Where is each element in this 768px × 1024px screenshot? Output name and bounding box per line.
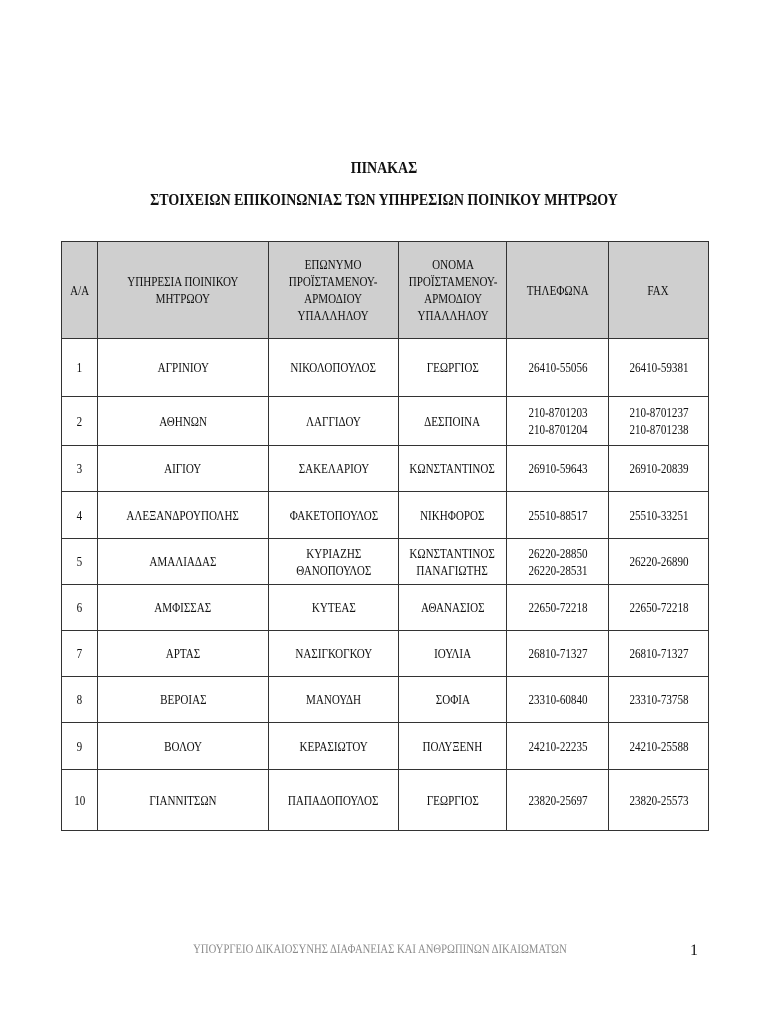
cell-aa: 6 (62, 585, 98, 631)
table-row (62, 677, 709, 723)
cell-fax: 24210-25588 (609, 723, 709, 770)
cell-fax: 25510-33251 (609, 492, 709, 539)
header-phones: ΤΗΛΕΦΩΝΑ (507, 242, 609, 339)
cell-surname: ΚΥΤΕΑΣ (269, 585, 399, 631)
table-row (62, 631, 709, 677)
cell-service: ΑΘΗΝΩΝ (98, 397, 269, 446)
cell-surname: ΣΑΚΕΛΑΡΙΟΥ (269, 446, 399, 492)
page-subtitle: ΣΤΟΙΧΕΙΩΝ ΕΠΙΚΟΙΝΩΝΙΑΣ ΤΩΝ ΥΠΗΡΕΣΙΩΝ ΠΟΙΝΙΚΟΥ ΜΗΤΡΩΟΥ (150, 190, 618, 209)
cell-service: ΑΡΤΑΣ (98, 631, 269, 677)
table-row (62, 492, 709, 539)
cell-aa: 4 (62, 492, 98, 539)
cell-phones: 22650-72218 (507, 585, 609, 631)
cell-service: ΒΕΡΟΙΑΣ (98, 677, 269, 723)
cell-phones: 23820-25697 (507, 770, 609, 831)
cell-name: ΠΟΛΥΞΕΝΗ (399, 723, 507, 770)
cell-surname: ΝΑΣΙΓΚΟΓΚΟΥ (269, 631, 399, 677)
cell-phones: 210-8701203 210-8701204 (507, 397, 609, 446)
cell-aa: 9 (62, 723, 98, 770)
cell-phones: 26220-28850 26220-28531 (507, 539, 609, 585)
header-aa: Α/Α (62, 242, 98, 339)
cell-name: ΔΕΣΠΟΙΝΑ (399, 397, 507, 446)
cell-fax: 26810-71327 (609, 631, 709, 677)
cell-service: ΓΙΑΝΝΙΤΣΩΝ (98, 770, 269, 831)
cell-aa: 1 (62, 339, 98, 397)
cell-fax: 26220-26890 (609, 539, 709, 585)
cell-surname: ΦΑΚΕΤΟΠΟΥΛΟΣ (269, 492, 399, 539)
cell-name: ΓΕΩΡΓΙΟΣ (399, 770, 507, 831)
footer-ministry: ΥΠΟΥΡΓΕΙΟ ΔΙΚΑΙΟΣΥΝΗΣ ΔΙΑΦΑΝΕΙΑΣ ΚΑΙ ΑΝΘΡΩΠΙΝΩΝ ΔΙΚΑΙΩΜΑΤΩΝ (193, 941, 567, 956)
cell-fax: 26410-59381 (609, 339, 709, 397)
table-row (62, 585, 709, 631)
cell-aa: 2 (62, 397, 98, 446)
cell-name: ΣΟΦΙΑ (399, 677, 507, 723)
cell-name: ΚΩΝΣΤΑΝΤΙΝΟΣ ΠΑΝΑΓΙΩΤΗΣ (399, 539, 507, 585)
cell-service: ΑΓΡΙΝΙΟΥ (98, 339, 269, 397)
page-title: ΠΙΝΑΚΑΣ (350, 158, 418, 177)
header-surname: ΕΠΩΝΥΜΟ ΠΡΟΪΣΤΑΜΕΝΟΥ- ΑΡΜΟΔΙΟΥ ΥΠΑΛΛΗΛΟΥ (269, 242, 399, 339)
table-row (62, 339, 709, 397)
cell-name: ΓΕΩΡΓΙΟΣ (399, 339, 507, 397)
cell-surname: ΝΙΚΟΛΟΠΟΥΛΟΣ (269, 339, 399, 397)
table-row (62, 770, 709, 831)
table-header-row (62, 242, 709, 339)
cell-aa: 8 (62, 677, 98, 723)
table-row (62, 723, 709, 770)
cell-name: ΑΘΑΝΑΣΙΟΣ (399, 585, 507, 631)
cell-fax: 23310-73758 (609, 677, 709, 723)
table-row (62, 397, 709, 446)
header-name: ΟΝΟΜΑ ΠΡΟΪΣΤΑΜΕΝΟΥ- ΑΡΜΟΔΙΟΥ ΥΠΑΛΛΗΛΟΥ (399, 242, 507, 339)
cell-service: ΑΜΦΙΣΣΑΣ (98, 585, 269, 631)
cell-service: ΑΙΓΙΟΥ (98, 446, 269, 492)
cell-name: ΙΟΥΛΙΑ (399, 631, 507, 677)
table-row (62, 446, 709, 492)
cell-aa: 5 (62, 539, 98, 585)
contacts-table (61, 241, 709, 831)
cell-fax: 23820-25573 (609, 770, 709, 831)
cell-phones: 24210-22235 (507, 723, 609, 770)
cell-phones: 26810-71327 (507, 631, 609, 677)
cell-fax: 22650-72218 (609, 585, 709, 631)
cell-phones: 26910-59643 (507, 446, 609, 492)
page-number: 1 (690, 942, 698, 959)
cell-name: ΝΙΚΗΦΟΡΟΣ (399, 492, 507, 539)
cell-name: ΚΩΝΣΤΑΝΤΙΝΟΣ (399, 446, 507, 492)
cell-aa: 7 (62, 631, 98, 677)
cell-surname: ΚΕΡΑΣΙΩΤΟΥ (269, 723, 399, 770)
cell-surname: ΜΑΝΟΥΔΗ (269, 677, 399, 723)
cell-service: ΑΜΑΛΙΑΔΑΣ (98, 539, 269, 585)
header-service: ΥΠΗΡΕΣΙΑ ΠΟΙΝΙΚΟΥ ΜΗΤΡΩΟΥ (98, 242, 269, 339)
header-fax: FAX (609, 242, 709, 339)
cell-aa: 3 (62, 446, 98, 492)
cell-surname: ΛΑΓΓΙΔΟΥ (269, 397, 399, 446)
cell-phones: 26410-55056 (507, 339, 609, 397)
cell-surname: ΠΑΠΑΔΟΠΟΥΛΟΣ (269, 770, 399, 831)
cell-phones: 23310-60840 (507, 677, 609, 723)
cell-fax: 26910-20839 (609, 446, 709, 492)
cell-aa: 10 (62, 770, 98, 831)
cell-phones: 25510-88517 (507, 492, 609, 539)
cell-surname: ΚΥΡΙΑΖΗΣ ΘΑΝΟΠΟΥΛΟΣ (269, 539, 399, 585)
table-row (62, 539, 709, 585)
cell-service: ΑΛΕΞΑΝΔΡΟΥΠΟΛΗΣ (98, 492, 269, 539)
cell-service: ΒΟΛΟΥ (98, 723, 269, 770)
cell-fax: 210-8701237 210-8701238 (609, 397, 709, 446)
